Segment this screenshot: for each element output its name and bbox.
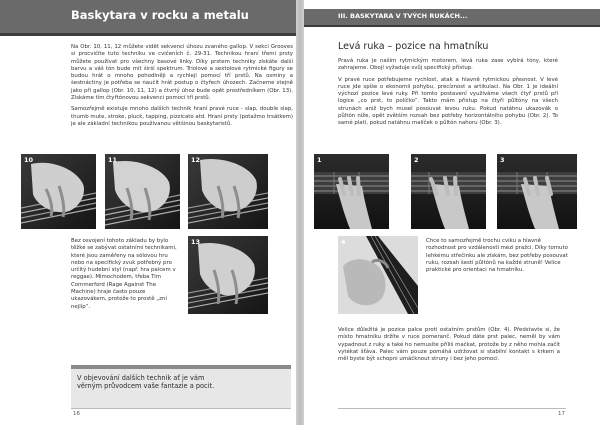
left-body-text (71, 44, 293, 132)
page-number: 17 (558, 411, 565, 417)
photo-fig-3 (497, 154, 577, 229)
fretting-hand-photo (314, 154, 389, 229)
left-page (0, 0, 296, 425)
right-side-text: Chce to samozřejmě trochu cviku a hlavně rozhodnost pro vzdálenosti mezi pražci. Díky tomuto lehkému střečinku ale získám, bez potřeby posouvat ruku, rozsah šesti půltónů na každé struně! Velice praktické pro orientaci na hmatníku. (426, 238, 568, 274)
photo-fig-2 (411, 154, 486, 229)
figure-number: 1 (317, 156, 322, 164)
footer-rule (71, 408, 291, 409)
paragraph: Na Obr. 10, 11, 12 můžete vidět sekvenci úhozu zvaného gallop. V sekci Grooves si procvičíte tuto techniku ve cvičeních č. 29-31. Technikou hraní třemi prsty můžete používat pro všechny basové linky. Díky prstem techniky získáte další barvu a váš tón bude mít širší spektrum. Triolové a sextolové rytmické figury se budou hrát o mnoho pohodlněji a rychleji pomocí tří prstů. Na osminy a šestnáctiny je potřeba se naučit hrát postup o čtyřech úhozech. Začneme stejně jako při gallop (Obr. 10, 11, 12) a čtvrtý úhoz bude opět prostředníkem (Obr. 13). Získáme tím čtyřtónovou sekvenci pomocí tří prstů. (71, 44, 293, 102)
figure-number: 12 (191, 156, 201, 164)
figure-number: 4 (341, 238, 346, 246)
figure-number: 2 (414, 156, 419, 164)
right-body-text (338, 58, 558, 132)
thumb-position-photo (338, 236, 418, 314)
page-number: 16 (73, 411, 80, 417)
right-bottom-text: Velice důležitá je pozice palce proti ostatním prstům (Obr. 4). Představte si, že místo hmatníku držíte v ruce pomeranč. Pokud dáte prst palec, neměl by vám vypadnout z ruky a také ho nemusíte příliš mačkat, protože by z něho mohla začít vytékat šťáva. Palec vám pouze pomáhá udržovat si stabilní kontakt s krkem a měl byste být schopni umáčknout struny i bez jeho pomoci. (338, 327, 560, 363)
photo-fig-4 (338, 236, 418, 314)
hand-plucking-photo (188, 154, 268, 229)
hand-plucking-photo (105, 154, 180, 229)
paragraph: Samozřejmě existuje mnoho dalších technik hraní pravé ruce - slap, double slap, thumb mute, stroke, pluck, tapping, pizzicato atd. Hraní prsty (potažmo trsátkem) je ale základní technikou používanou většinou baskytaristů. (71, 106, 293, 127)
chapter-title: Baskytara v rocku a metalu (71, 8, 249, 22)
photo-fig-1 (314, 154, 389, 229)
paragraph: Pravá ruka je naším rytmickým motorem, levá ruka zase vybírá tóny, které zahrajeme. Obojí vyžaduje svůj specifický přístup. (338, 58, 558, 72)
hand-plucking-photo (21, 154, 96, 229)
right-page (304, 0, 600, 425)
photo-fig-11 (105, 154, 180, 229)
photo-fig-13 (188, 236, 268, 314)
fretting-hand-photo (411, 154, 486, 229)
pull-quote: V objevování dalších technik ať je vám věrným průvodcem vaše fantazie a pocit. (77, 374, 215, 391)
fretting-hand-photo (497, 154, 577, 229)
pull-quote-box (71, 365, 291, 409)
photo-fig-10 (21, 154, 96, 229)
header-rule (304, 25, 600, 27)
left-side-text: Bez osvojení tohoto základu by bylo těžké se zabývat ostatními technikami, které jsou zaměřeny na sólovou hru nebo na specifický zvuk potřebný pro určitý hudební styl (např. hra palcem v reggae). Mimochodem, třeba Tim Commerford (Rage Against The Machine) hraje často pouze ukazovákem, protože to prostě „zní nejlíp“. (71, 238, 177, 310)
figure-number: 13 (191, 238, 201, 246)
paragraph: V pravé ruce potřebujeme rychlost, atak a hlavně rytmickou přesnost. V levé ruce jde spíše o ekonomii pohybu, precíznost a artikulaci. Na Obr. 1 je ideální výchozí pozice levé ruky. Při tomto postavení využíváme všech čtyř prstů při logice „co prst, to políčko“. Takto mám přístup na čtyři půltóny na všech strunách aniž bych musel posouvat levou ruku. Pokud natáhnu ukazovák o půltón níže, opět zvětším rozsah bez potřeby horizontálního pohybu (Obr. 2). To samé platí, pokud natáhnu malíček o půltón nahoru (Obr. 3). (338, 76, 558, 127)
book-gutter (296, 0, 304, 425)
figure-number: 3 (500, 156, 505, 164)
section-subtitle: Levá ruka – pozice na hmatníku (338, 41, 489, 52)
figure-number: 10 (24, 156, 34, 164)
running-head: III. BASKYTARA V TVÝCH RUKÁCH... (338, 12, 468, 20)
photo-fig-12 (188, 154, 268, 229)
header-rule (0, 33, 296, 36)
footer-rule (338, 408, 566, 409)
figure-number: 11 (108, 156, 118, 164)
hand-plucking-photo (188, 236, 268, 314)
